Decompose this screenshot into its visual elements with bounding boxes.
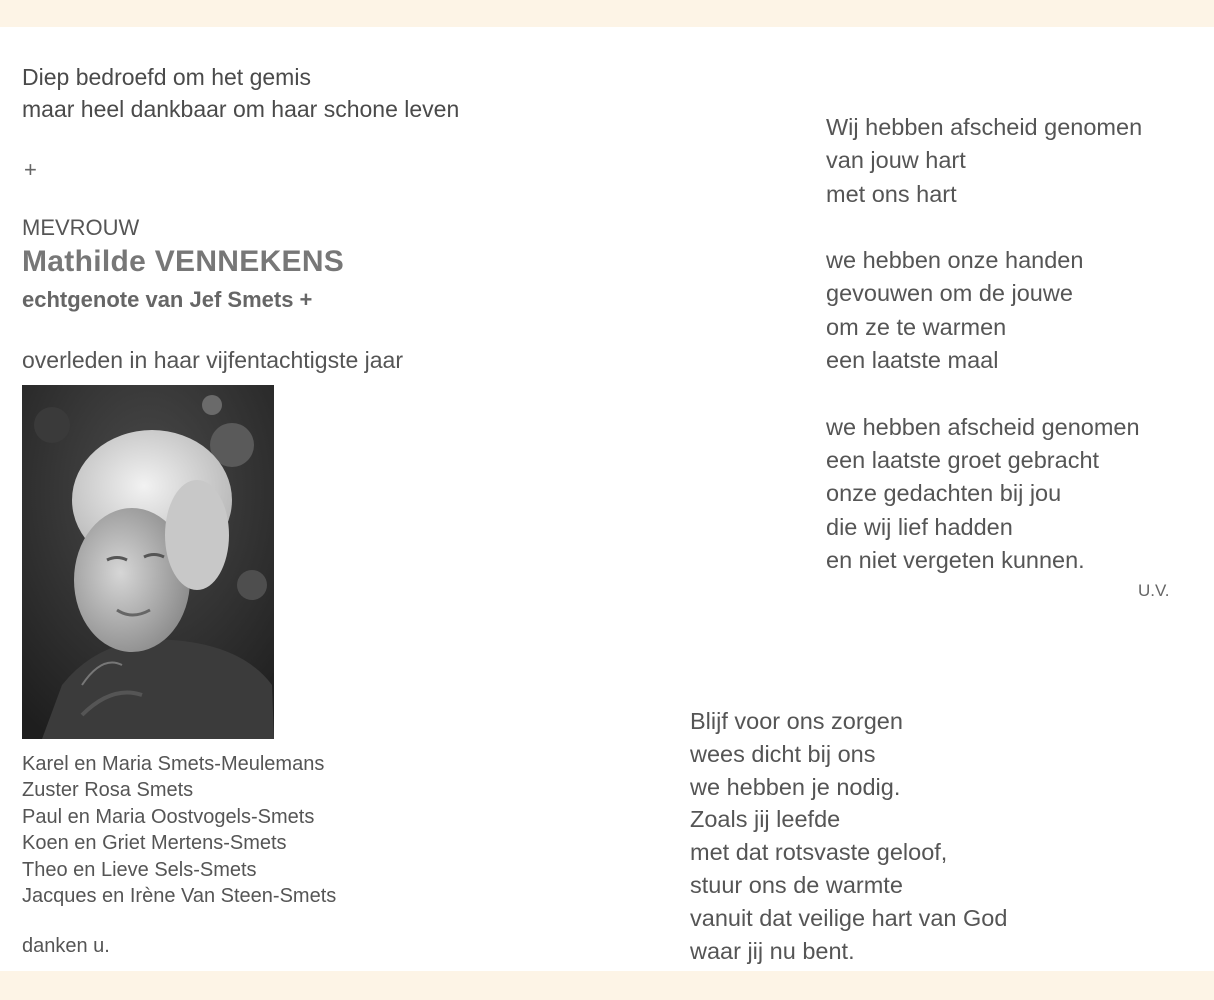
poem-line: stuur ons de warmte <box>690 871 903 898</box>
portrait-photo <box>22 385 274 739</box>
deceased-spouse: echtgenote van Jef Smets + <box>22 287 313 312</box>
poem-line: van jouw hart <box>826 147 966 174</box>
poem-line: wees dicht bij ons <box>690 740 876 767</box>
poem-author-initials: U.V. <box>1138 581 1170 600</box>
family-member: Zuster Rosa Smets <box>22 779 194 802</box>
poem-line: we hebben afscheid genomen <box>826 413 1140 440</box>
memorial-card <box>0 27 1214 971</box>
intro-text <box>22 61 459 125</box>
poem-line: een laatste maal <box>826 347 999 374</box>
deceased-name: Mathilde VENNEKENS <box>22 245 345 278</box>
family-member: Karel en Maria Smets-Meulemans <box>22 753 325 775</box>
family-member: Paul en Maria Oostvogels-Smets <box>22 805 315 828</box>
intro-line: maar heel dankbaar om haar schone leven <box>22 96 460 122</box>
poem-line: met dat rotsvaste geloof, <box>690 839 948 866</box>
intro-line: Diep bedroefd om het gemis <box>22 64 311 90</box>
family-member: Theo en Lieve Sels-Smets <box>22 858 257 881</box>
portrait-image <box>22 385 274 739</box>
family-member: Koen en Griet Mertens-Smets <box>22 832 287 855</box>
poem-prayer <box>690 705 1007 967</box>
poem-line: Zoals jij leefde <box>690 806 841 833</box>
poem-line: onze gedachten bij jou <box>826 480 1062 507</box>
poem-line: Wij hebben afscheid genomen <box>826 114 1143 140</box>
poem-line: gevouwen om de jouwe <box>826 280 1073 307</box>
stanza-gap <box>826 377 1142 410</box>
poem-line: die wij lief hadden <box>826 513 1013 540</box>
poem-line: een laatste groet gebracht <box>826 446 1100 473</box>
cross-symbol: + <box>24 157 37 182</box>
family-member: Jacques en Irène Van Steen-Smets <box>22 885 337 908</box>
poem-farewell <box>826 111 1142 577</box>
deceased-title: MEVROUW <box>22 215 140 240</box>
thanks-text: danken u. <box>22 935 110 957</box>
deceased-age-text: overleden in haar vijfentachtigste jaar <box>22 347 404 373</box>
poem-line: vanuit dat veilige hart van God <box>690 904 1008 931</box>
poem-line: om ze te warmen <box>826 313 1007 340</box>
poem-line: we hebben je nodig. <box>690 773 901 800</box>
poem-line: en niet vergeten kunnen. <box>826 546 1085 573</box>
poem-line: waar jij nu bent. <box>690 937 855 964</box>
poem-line: met ons hart <box>826 180 957 207</box>
poem-line: we hebben onze handen <box>826 247 1084 274</box>
stanza-gap <box>826 211 1142 244</box>
family-list <box>22 751 336 909</box>
poem-line: Blijf voor ons zorgen <box>690 708 903 734</box>
